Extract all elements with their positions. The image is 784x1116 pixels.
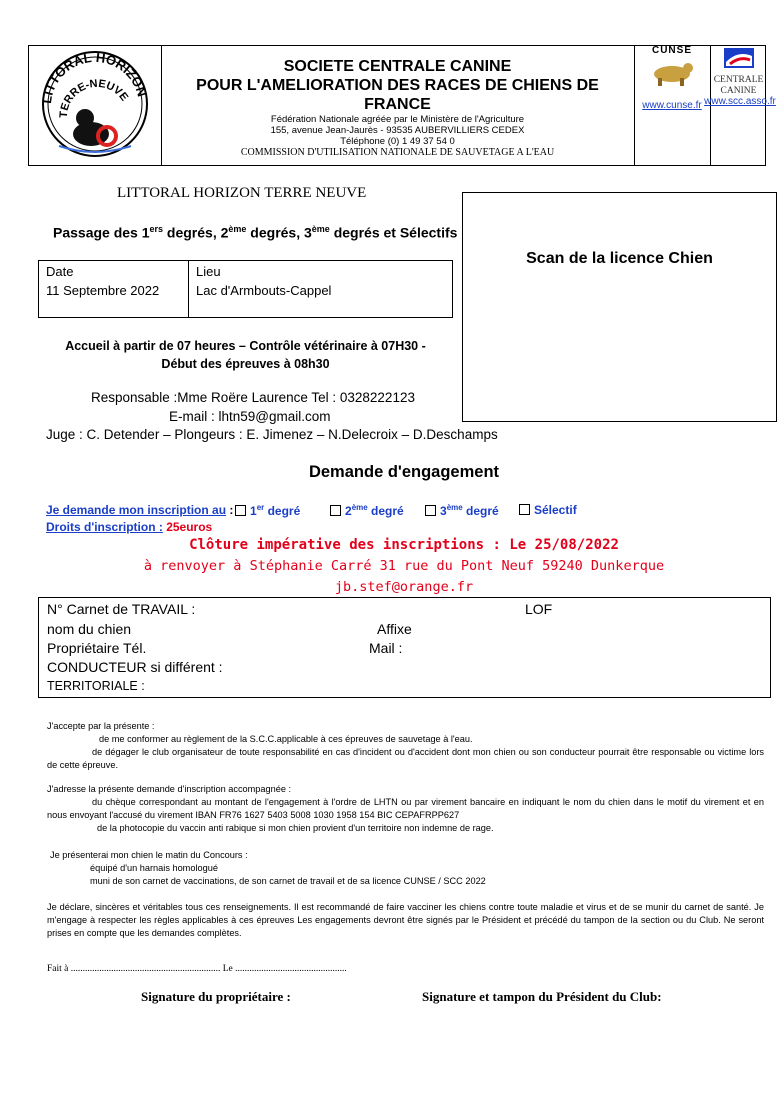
licence-scan-label: Scan de la licence Chien [526, 250, 713, 267]
fait-line[interactable]: Fait à ............................................................... Le ............................................... [47, 964, 347, 974]
inscription-label: Je demande mon inscription au [46, 503, 227, 517]
cunse-link[interactable]: www.cunse.fr [642, 100, 702, 111]
dog-info-form [38, 597, 771, 698]
checkbox-icon[interactable] [519, 504, 530, 515]
title-line-2: POUR L'AMELIORATION DES RACES DE CHIENS DE [196, 77, 599, 94]
mail-field[interactable]: Mail : [369, 640, 403, 656]
lieu-cell [189, 261, 452, 317]
passage-heading: Passage des 1ers degrés, 2ème degrés, 3ème degrés et Sélectifs [53, 224, 458, 241]
juge-line: Juge : C. Detender – Plongeurs : E. Jimenez – N.Delecroix – D.Deschamps [46, 427, 498, 442]
cunse-logo-text: CUNSE [651, 45, 692, 56]
conducteur-field[interactable]: CONDUCTEUR si différent : [47, 659, 223, 675]
declare-paragraph: Je déclare, sincères et véritables tous ces renseignements. Il est recommandé de faire vacciner les chiens contre toute maladie et virus et de se munir du carnet de santé. Je m'engage à respecter les règles applicables à ces épreuves Les engagements devront être signés par le Président et précédé du tampon de la section ou du Club. Ne seront prises en compte que les demandes complètes. [47, 902, 764, 938]
accueil-block [38, 337, 453, 373]
accept-block [47, 720, 764, 772]
checkbox-icon[interactable] [235, 505, 246, 516]
proprietaire-tel-field[interactable]: Propriétaire Tél. [47, 640, 147, 656]
carnet-field[interactable]: N° Carnet de TRAVAIL : [47, 601, 196, 617]
responsable-line: Responsable :Mme Roëre Laurence Tel : 0328222123 [91, 390, 415, 405]
accept-item-2: de dégager le club organisateur de toute responsabilité en cas d'incident ou d'accident dont mon chien ou son conducteur pourrait être responsable ou victime lors de cette épreuve. [47, 747, 764, 770]
adresse-heading: J'adresse la présente demande d'inscription accompagnée : [47, 784, 292, 794]
adresse-item-1: du chèque correspondant au montant de l'engagement à l'ordre de LHTN ou par virement bancaire en indiquant le nom du chien dans le motif du virement et en nous envoyant l'accusé du virement IBAN FR76 1627 5403 5008 1030 1958 154 BIC CEPAFRPP627 [47, 797, 764, 820]
club-logo-icon [29, 46, 161, 167]
scc-logo-icon [710, 46, 767, 70]
lieu-value: Lac d'Armbouts-Cappel [196, 283, 332, 298]
droits-row [46, 520, 212, 534]
signature-owner: Signature du propriétaire : [141, 989, 291, 1004]
logo-text-bottom: TERRE-NEUVE [57, 77, 131, 119]
checkbox-icon[interactable] [330, 505, 341, 516]
licence-scan-box [462, 192, 777, 422]
lof-field[interactable]: LOF [525, 601, 553, 617]
accept-item-1: de me conformer au règlement de la S.C.C.applicable à ces épreuves de sauvetage à l'eau. [99, 734, 473, 744]
checkbox-selectif[interactable]: Sélectif [519, 503, 577, 517]
header-title-cell [161, 46, 635, 165]
header-box [28, 45, 776, 166]
address-line: 155, avenue Jean-Jaurès - 93535 AUBERVILLIERS CEDEX [270, 125, 525, 136]
cloture-line: Clôture impérative des inscriptions : Le 25/08/2022 [189, 537, 619, 553]
inscription-row: Je demande mon inscription au : [46, 503, 234, 517]
nom-chien-field[interactable]: nom du chien [47, 621, 132, 637]
presente-heading: Je présenterai mon chien le matin du Concours : [50, 850, 248, 860]
phone-line: Téléphone (0) 1 49 37 54 0 [340, 136, 455, 147]
federation-line: Fédération Nationale agréée par le Ministère de l'Agriculture [270, 114, 525, 125]
date-value: 11 Septembre 2022 [46, 283, 160, 298]
title-line-1: SOCIETE CENTRALE CANINE [283, 58, 512, 75]
scc-link[interactable]: www.scc.asso.fr [704, 96, 776, 107]
scc-logo-line-1: CENTRALE [713, 75, 764, 85]
scc-logo-line-2: CANINE [720, 86, 757, 96]
renvoyer-line: à renvoyer à Stéphanie Carré 31 rue du Pont Neuf 59240 Dunkerque [143, 558, 665, 574]
club-logo-cell [29, 46, 162, 165]
checkbox-2eme-degre[interactable]: 2ème degré [330, 503, 404, 518]
adresse-item-2: de la photocopie du vaccin anti rabique si mon chien provient d'un territoire non indemne de rage. [97, 823, 494, 833]
presente-block [50, 849, 767, 888]
territoriale-field[interactable]: TERRITORIALE : [47, 679, 145, 693]
club-name: LITTORAL HORIZON TERRE NEUVE [117, 185, 367, 201]
droits-label: Droits d'inscription : [46, 520, 163, 534]
checkbox-1er-degre[interactable]: 1er degré [235, 503, 300, 518]
presente-item-2: muni de son carnet de vaccinations, de son carnet de travail et de sa licence CUNSE / SCC 2022 [90, 876, 486, 886]
signature-president: Signature et tampon du Président du Club: [422, 989, 662, 1004]
email-line: E-mail : lhtn59@gmail.com [169, 409, 331, 424]
accueil-line-1: Accueil à partir de 07 heures – Contrôle vétérinaire à 07H30 - [65, 339, 426, 353]
lieu-label: Lieu [196, 264, 221, 279]
accept-heading: J'accepte par la présente : [47, 721, 155, 731]
presente-item-1: équipé d'un harnais homologué [90, 863, 218, 873]
renvoyer-email[interactable]: jb.stef@orange.fr [334, 579, 474, 595]
demande-title: Demande d'engagement [308, 463, 500, 481]
accueil-line-2: Début des épreuves à 08h30 [161, 357, 330, 371]
date-label: Date [46, 264, 74, 279]
date-cell [39, 261, 189, 317]
droits-value: 25euros [162, 520, 213, 534]
scc-cell [704, 46, 776, 165]
checkbox-icon[interactable] [425, 505, 436, 516]
logo-text-top: LITTORAL HORIZON [38, 49, 150, 105]
adresse-block [47, 783, 764, 835]
title-line-3: FRANCE [364, 96, 431, 113]
affixe-field[interactable]: Affixe [377, 621, 412, 637]
checkbox-3eme-degre[interactable]: 3ème degré [425, 503, 499, 518]
cunse-dog-icon [634, 56, 710, 88]
commission-line: COMMISSION D'UTILISATION NATIONALE DE SAUVETAGE A L'EAU [240, 147, 555, 158]
date-place-table [38, 260, 453, 318]
